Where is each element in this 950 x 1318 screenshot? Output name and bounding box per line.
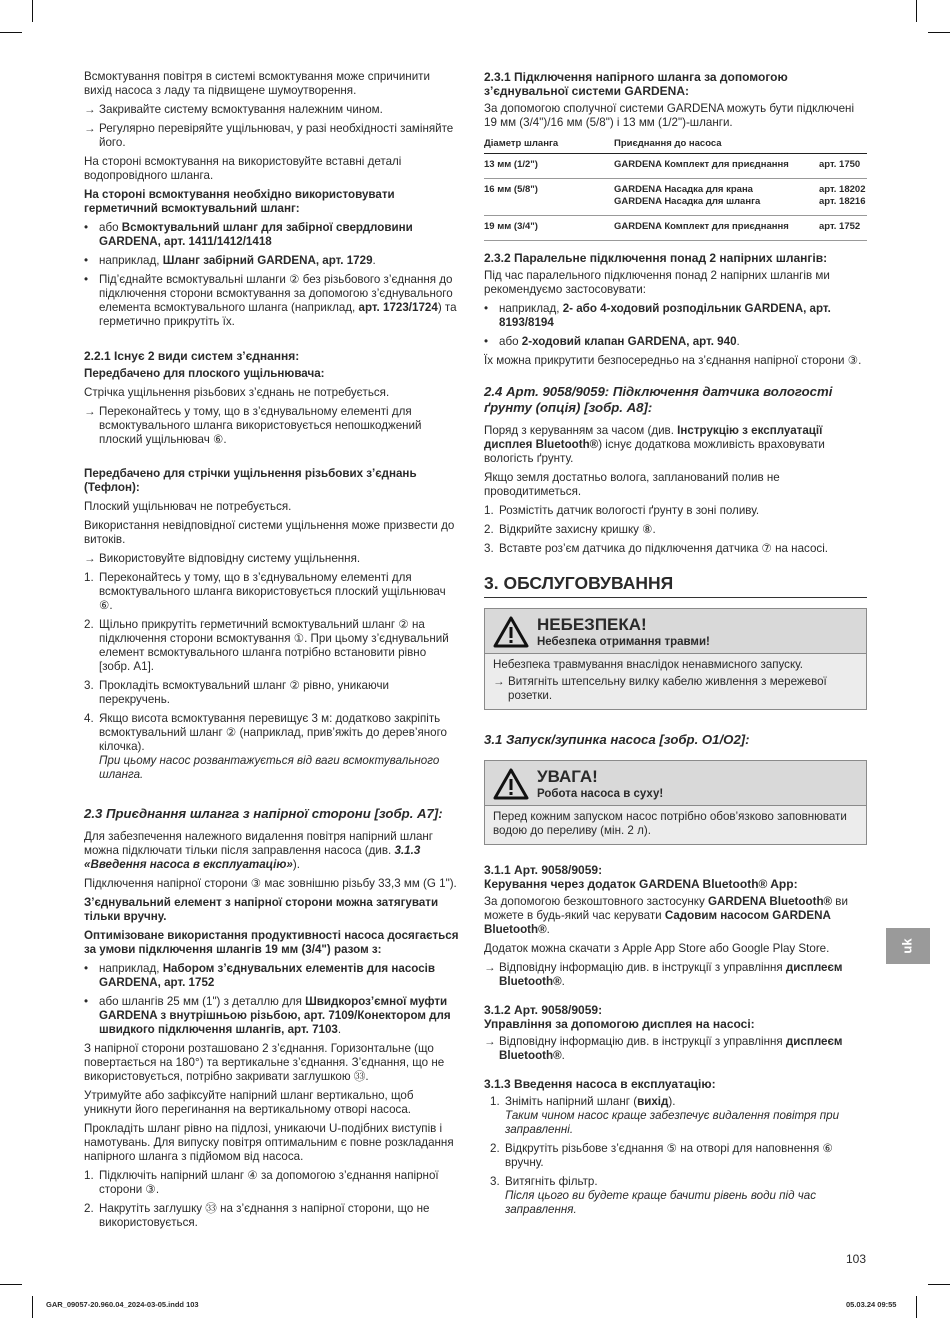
list-item: • або Всмоктувальний шланг для забірної свердловини GARDENA, арт. 1411/1412/1418 — [84, 221, 413, 248]
instruction: → Переконайтесь у тому, що в з’єднувальному елементі для всмоктувального шланга використовується непошкоджений плоский ущільнювач ⑥. — [84, 405, 422, 446]
list-item: • або шлангів 25 мм (1") з деталлю для Швидкороз’ємної муфти GARDENA з внутрішньою різьбою, арт. 7109/Конектором для швидкого підключення шлангів, арт. 7103. — [84, 995, 451, 1036]
bullet-icon: • — [84, 221, 89, 234]
list-item: • або 2-ходовий клапан GARDENA, арт. 940. — [484, 335, 740, 348]
paragraph: Під час паралельного підключення понад 2 напірних шлангів ми рекомендуємо застосовувати: — [484, 269, 830, 296]
numbered-step: 1. Підключіть напірний шланг ④ за допомогою з’єднання напірної сторони ③. — [84, 1169, 439, 1196]
subheading: Передбачено для плоского ущільнювача: — [84, 367, 325, 380]
paragraph: Використання невідповідної системи ущільнення може призвести до витоків. — [84, 519, 455, 546]
bullet-icon: • — [84, 273, 89, 286]
numbered-step: 3. Витягніть фільтр. Після цього ви будете краще бачити рівень води під час заправлення. — [490, 1175, 816, 1216]
arrow-icon: → — [484, 961, 496, 974]
paragraph: Оптимізоване використання продуктивності насоса досягається за умови підключення шлангів 19 мм (3/4") разом з: — [84, 929, 459, 956]
page-number: 103 — [846, 1252, 867, 1266]
instruction: → Використовуйте відповідну систему ущільнення. — [84, 552, 361, 565]
section-heading: 2.3.1 Підключення напірного шланга за допомогою з’єднувальної системи GARDENA: — [484, 70, 788, 98]
arrow-icon: → — [484, 1035, 496, 1048]
list-item: • наприклад, Шланг забірний GARDENA, арт. 1729. — [84, 254, 376, 267]
hose-connection-table — [484, 135, 867, 241]
chapter-heading: 3. ОБСЛУГОВУВАННЯ — [484, 576, 867, 598]
arrow-icon: → — [84, 552, 96, 565]
list-item: • наприклад, 2- або 4-ходовий розподільник GARDENA, арт. 8193/8194 — [484, 302, 831, 329]
paragraph: Плоский ущільнювач не потребується. — [84, 500, 292, 513]
bullet-icon: • — [84, 254, 89, 267]
paragraph: Утримуйте або зафіксуйте напірний шланг вертикально, щоб уникнути його перегинання на вертикальному отворі насоса. — [84, 1089, 414, 1116]
section-heading: 2.4 Арт. 9058/9059: Підключення датчика вологості ґрунту (опція) [зобр. A8]: — [484, 384, 833, 415]
table-row: 19 мм (3/4") GARDENA Комплект для приєднання арт. 1752 — [484, 216, 867, 241]
numbered-step: 2. Щільно прикрутіть герметичний всмоктувальний шланг ② на підключення сторони всмоктування ①. При цьому з’єднувальний елемент всмоктувального шланга потрібно встановити рівно [зобр. A1]. — [84, 618, 449, 673]
instruction: → Витягніть штепсельну вилку кабелю живлення з мережевої розетки. — [493, 675, 827, 702]
paragraph: З напірної сторони розташовано 2 з’єднання. Горизонтальне (що повертається на 180°) та вертикальне з’єднання. З’єднання, що не використовується, потрібно закривати заглушкою ㉝. — [84, 1042, 445, 1083]
instruction: → Закривайте систему всмоктування належним чином. — [84, 103, 383, 116]
section-heading: 3.1.2 Арт. 9058/9059: Управління за допомогою дисплея на насосі: — [484, 1003, 755, 1031]
subheading: Передбачено для стрічки ущільнення різьбових з’єднань (Тефлон): — [84, 467, 417, 494]
paragraph: З’єднувальний елемент з напірної сторони можна затягувати тільки вручну. — [84, 896, 439, 923]
list-item: • наприклад, Набором з’єднувальних елементів для насосів GARDENA, арт. 1752 — [84, 962, 436, 989]
list-item: • Під’єднайте всмоктувальні шланги ② без різьбового з’єднання до підключення сторони всмоктування за допомогою з’єднувального елемента всмоктувального шланга (наприклад, арт. 1723/1724) та герметично прикрутіть їх. — [84, 273, 457, 328]
section-heading: 3.1 Запуск/зупинка насоса [зобр. O1/O2]: — [484, 732, 750, 747]
section-heading: 3.1.3 Введення насоса в експлуатацію: — [484, 1077, 716, 1091]
caution-subtitle: Робота насоса в суху! — [537, 788, 664, 800]
section-heading: 2.3.2 Паралельне підключення понад 2 напірних шлангів: — [484, 251, 828, 265]
section-heading: 3.1.1 Арт. 9058/9059: Керування через додаток GARDENA Bluetooth® App: — [484, 863, 798, 891]
table-row: 16 мм (5/8") GARDENA Насадка для крана GARDENA Насадка для шланга арт. 18202 арт. 18216 — [484, 179, 867, 216]
paragraph: Стрічка ущільнення різьбових з’єднань не потребується. — [84, 386, 390, 399]
caution-text: Перед кожним запуском насос потрібно обов’язково заповнювати водою до переливу (мін. 2 л). — [493, 810, 847, 837]
crop-mark — [0, 32, 22, 33]
numbered-step: 1. Розмістіть датчик вологості ґрунту в зоні поливу. — [484, 504, 760, 517]
caution-title: УВАГА! — [537, 767, 598, 786]
warning-triangle-icon — [493, 768, 529, 800]
instruction: → Відповідну інформацію див. в інструкції з управління дисплеєм Bluetooth®. — [484, 1035, 843, 1062]
danger-subtitle: Небезпека отримання травми! — [537, 636, 710, 648]
paragraph: Якщо земля достатньо волога, запланований полив не проводитиметься. — [484, 471, 780, 498]
paragraph: Прокладіть шланг рівно на підлозі, уникаючи U-подібних виступів і намотувань. Для випуску повітря оптимальним є повне розкладання напірного шланга з підйомом від насоса. — [84, 1122, 454, 1163]
danger-title: НЕБЕЗПЕКА! — [537, 615, 647, 634]
numbered-step: 2. Відкрийте захисну кришку ⑧. — [484, 523, 656, 536]
paragraph: Поряд з керуванням за часом (див. Інструкцію з експлуатації дисплея Bluetooth®) існує додаткова можливість враховувати вологість ґрунту. — [484, 424, 825, 465]
paragraph: На стороні всмоктування необхідно використовувати герметичний всмоктувальний шланг: — [84, 188, 395, 215]
numbered-step: 3. Вставте роз’єм датчика до підключення датчика ⑦ на насосі. — [484, 542, 828, 555]
table-row: 13 мм (1/2") GARDENA Комплект для приєднання арт. 1750 — [484, 154, 867, 179]
right-column — [484, 70, 867, 1222]
paragraph: Їх можна прикрутити безпосередньо на з’єднання напірної сторони ③. — [484, 354, 862, 367]
section-heading: 2.2.1 Існує 2 види систем з’єднання: — [84, 349, 300, 363]
footer-timestamp: 05.03.24 09:55 — [846, 1300, 897, 1309]
crop-mark — [32, 0, 33, 22]
warning-triangle-icon — [493, 616, 529, 648]
arrow-icon: → — [493, 675, 505, 688]
numbered-step: 4. Якщо висота всмоктування перевищує 3 м: додатково закріпіть всмоктувальний шланг ② (наприклад, прив’яжіть до дерев’яного кілочка). При цьому насос розвантажується від ваги всмоктувального шланга. — [84, 712, 448, 781]
paragraph: За допомогою сполучної системи GARDENA можуть бути підключені 19 мм (3/4")/16 мм (5/8") і 13 мм (1/2")-шланги. — [484, 102, 855, 129]
danger-box — [484, 608, 867, 710]
bullet-icon: • — [84, 995, 89, 1008]
paragraph: На стороні всмоктування на використовуйте вставні деталі водопровідного шланга. — [84, 155, 402, 182]
table-header — [819, 135, 867, 154]
crop-mark — [928, 1284, 950, 1285]
crop-mark — [928, 32, 950, 33]
bullet-icon: • — [484, 335, 489, 348]
danger-text: Небезпека травмування внаслідок ненавмисного запуску. — [493, 658, 804, 671]
bullet-icon: • — [484, 302, 489, 315]
table-header: Діаметр шланга — [484, 135, 614, 154]
numbered-step: 3. Прокладіть всмоктувальний шланг ② рівно, уникаючи перекручень. — [84, 679, 389, 706]
crop-mark — [916, 1296, 917, 1318]
paragraph: Додаток можна скачати з Apple App Store або Google Play Store. — [484, 942, 830, 955]
paragraph: Підключення напірної сторони ③ має зовнішню різьбу 33,3 мм (G 1"). — [84, 877, 457, 890]
left-column — [84, 70, 460, 1235]
numbered-step: 2. Відкрутіть різьбове з’єднання ⑤ на отворі для наповнення ⑥ вручну. — [490, 1142, 833, 1169]
language-tab: uk — [886, 928, 930, 964]
paragraph: Для забезпечення належного видалення повітря напірний шланг можна підключати тільки після заправлення насоса (див. 3.1.3 «Введення насоса в експлуатацію»). — [84, 830, 434, 871]
table-header: Приєднання до насоса — [614, 135, 819, 154]
numbered-step: 1. Переконайтесь у тому, що в з’єднувальному елементі для всмоктувального шланга використовується плоский ущільнювач ⑥. — [84, 571, 446, 612]
arrow-icon: → — [84, 122, 96, 135]
instruction: → Регулярно перевіряйте ущільнювач, у разі необхідності заміняйте його. — [84, 122, 454, 149]
section-heading: 2.3 Приєднання шланга з напірної сторони [зобр. A7]: — [84, 806, 443, 821]
bullet-icon: • — [84, 962, 89, 975]
paragraph: За допомогою безкоштовного застосунку GARDENA Bluetooth® ви можете в будь-який час керувати Садовим насосом GARDENA Bluetooth®. — [484, 895, 848, 936]
footer-file-info: GAR_09057-20.960.04_2024-03-05.indd 103 — [46, 1300, 199, 1309]
paragraph: Всмоктування повітря в системі всмоктування може спричинити вихід насоса з ладу та підвищене шумоутворення. — [84, 70, 430, 97]
numbered-step: 1. Зніміть напірний шланг (вихід). Таким чином насос краще забезпечує видалення повітря при заправленні. — [490, 1095, 840, 1136]
crop-mark — [0, 1284, 22, 1285]
instruction: → Відповідну інформацію див. в інструкції з управління дисплеєм Bluetooth®. — [484, 961, 843, 988]
numbered-step: 2. Накрутіть заглушку ㉝ на з’єднання з напірної сторони, що не використовується. — [84, 1202, 430, 1229]
crop-mark — [32, 1296, 33, 1318]
crop-mark — [916, 0, 917, 22]
caution-box — [484, 760, 867, 845]
arrow-icon: → — [84, 405, 96, 418]
arrow-icon: → — [84, 103, 96, 116]
